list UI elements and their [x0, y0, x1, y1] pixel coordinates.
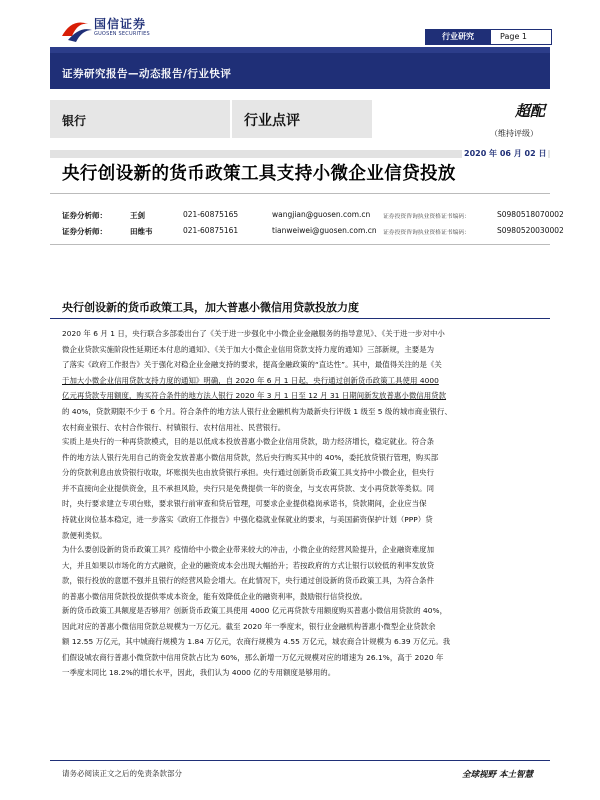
para-line: 的 40%，贷款期限不少于 6 个月。符合条件的地方法人银行业金融机构为最新央行评级 1 级至 5 级的城市商业银行、 [62, 406, 452, 416]
para-line: 持就业岗位基本稳定，进一步落实《政府工作报告》中强化稳就业保就业的要求，与美国薪资保护计划（PPP）贷 [62, 514, 433, 524]
para-line: 件的地方法人银行先用自己的资金发放普惠小微信用贷款，然后央行购买其中的 40%，委托放贷银行管理，购买部 [62, 452, 439, 462]
report-date: 2020 年 06 月 02 日 [464, 149, 547, 158]
paragraph-4 [62, 603, 548, 681]
band-stripe [50, 47, 550, 53]
analyst-name: 王剑 [130, 211, 145, 220]
report-category-tag: 行业研究 [425, 29, 491, 45]
analyst-role: 证券分析师： [62, 227, 107, 236]
rating: 超配 [515, 102, 546, 120]
paragraph-1 [62, 326, 548, 435]
footer-slogan: 全球视野 本土智慧 [462, 770, 533, 780]
rating-note: （维持评级） [490, 129, 538, 138]
divider [50, 193, 550, 194]
report-subtype: 行业点评 [244, 113, 300, 129]
page-title: 央行创设新的货币政策工具支持小微企业信贷投放 [62, 164, 456, 184]
para-line: 新的货币政策工具额度是否够用？创新货币政策工具使用 4000 亿元再贷款专用额度购买普惠小微信用贷款的 40%， [62, 606, 448, 615]
analyst-phone: 021-60875161 [183, 226, 239, 235]
para-line: 2020 年 6 月 1 日，央行联合多部委出台了《关于进一步强化中小微企业金融服务的指导意见》、《关于进一步对中小 [62, 329, 445, 338]
para-line: 分的贷款利息由放贷银行收取，坏账损失也由放贷银行承担。央行通过创新货币政策工具支持中小微企业，但央行 [62, 468, 435, 478]
paragraph-2 [62, 434, 548, 543]
logo-text-cn: 国信证券 [94, 17, 147, 31]
footer-disclaimer: 请务必阅读正文之后的免责条款部分 [62, 769, 182, 778]
analyst-name: 田维韦 [130, 227, 153, 236]
para-line: 的普惠小微信用贷款投放提供零成本资金，能有效降低企业的融资利率，鼓励银行信贷投放。 [62, 591, 368, 601]
para-line: 亿元再贷款专用额度，购买符合条件的地方法人银行 2020 年 3 月 1 日至 12 月 31 日期间新发放普惠小微信用贷款 [62, 391, 447, 401]
page-number: Page 1 [500, 32, 527, 41]
para-line: 款，银行投放的意愿不强并且银行的经营风险会增大。在此情况下，央行通过创设新的货币政策工具，为符合条件 [62, 576, 435, 586]
section-rule [50, 318, 550, 319]
para-line: 因此对应的普惠小微信用贷款总规模为一万亿元。截至 2020 年一季度末，银行业金融机构普惠小微型企业贷款余 [62, 621, 436, 631]
para-line: 微企业贷款实施阶段性延期还本付息的通知》、《关于加大小微企业信用贷款支持力度的通知》三部新规，主要是为 [62, 344, 435, 354]
analyst-email: tianweiwei@guosen.com.cn [272, 226, 377, 235]
para-line: 们假设城农商行普惠小微贷款中信用贷款占比为 60%，那么新增一万亿元规模对应的增速为 26.1%，高于 2020 年 [62, 652, 444, 662]
para-line: 额 12.55 万亿元，其中城商行规模为 1.84 万亿元，农商行规模为 4.55 万亿元，城农商合计规模为 6.39 万亿元。我 [62, 637, 451, 647]
analyst-cert: S0980518070002 [497, 210, 564, 219]
para-line: 时，央行要求建立专项台账，要求银行前审查和贷后管理，可要求企业提供稳岗承诺书，贷款期间，企业应当保 [62, 499, 427, 509]
para-line: 于加大小微企业信用贷款支持力度的通知》明确，自 2020 年 6 月 1 日起，央行通过创新货币政策工具使用 4000 [62, 375, 439, 385]
analyst-row [62, 226, 153, 237]
analyst-email: wangjian@guosen.com.cn [272, 210, 371, 219]
analyst-role: 证券分析师： [62, 211, 107, 220]
para-line: 农村商业银行、农村合作银行、村镇银行、农村信用社、民营银行。 [62, 422, 286, 432]
para-line: 大，并且如果以市场化的方式融资，企业的融资成本会出现大幅抬升；若按政府的方式让银行以较低的利率发放贷 [62, 560, 435, 570]
analyst-cert-label: 证券投资咨询执业资格证书编码： [383, 230, 470, 236]
analyst-phone: 021-60875165 [183, 210, 239, 219]
para-line: 实质上是央行的一种再贷款模式，目的是以低成本投放普惠小微企业信用贷款，助力经济增长，稳定就业。符合条 [62, 437, 435, 446]
para-line: 款便利类似。 [62, 530, 107, 540]
report-type-text: 证券研究报告—动态报告/行业快评 [62, 68, 232, 80]
analyst-row [62, 210, 145, 221]
analyst-cert: S0980520030002 [497, 226, 564, 235]
para-line: 并不直接向企业提供资金，且不承担风险，央行只是免费提供一年的资金，与支农再贷款、支小再贷款等类似。同 [62, 483, 435, 493]
para-line: 一季度末同比 18.2%的增长水平，因此，我们认为 4000 亿的专用额度是够用的。 [62, 668, 336, 678]
logo-text-en: GUOSEN SECURITIES [94, 31, 150, 37]
sector-name: 银行 [62, 114, 87, 128]
section-title: 央行创设新的货币政策工具，加大普惠小微信用贷款投放力度 [62, 301, 359, 314]
analyst-cert-label: 证券投资咨询执业资格证书编码： [383, 214, 470, 220]
divider [50, 244, 550, 245]
para-line: 为什么要创设新的货币政策工具？疫情给中小微企业带来较大的冲击，小微企业的经营风险提升，企业融资难度加 [62, 545, 435, 554]
para-line: 了落实《政府工作报告》关于强化对稳企业金融支持的要求，提高金融政策的“直达性”。其中，最值得关注的是《关 [62, 360, 442, 370]
paragraph-3 [62, 542, 548, 604]
footer-rule [50, 760, 550, 761]
